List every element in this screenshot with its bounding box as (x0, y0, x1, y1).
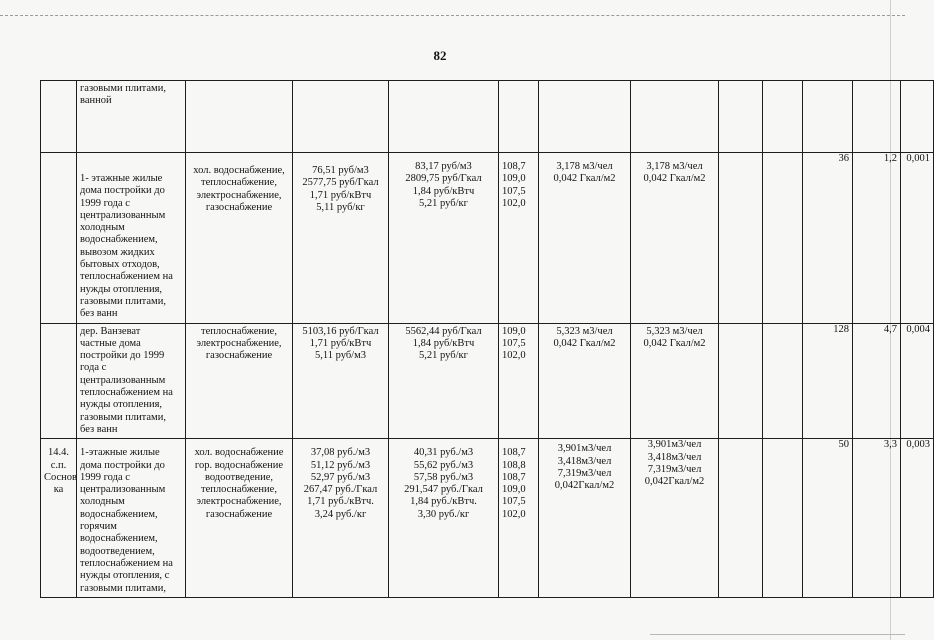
cell-number: 14.4. с.п. Соснов ка (41, 439, 77, 598)
cell-index: 109,0 107,5 102,0 (499, 323, 539, 439)
cell-col9 (719, 323, 763, 439)
cell-tariff-new: 40,31 руб./м3 55,62 руб./м3 57,58 руб./м3 291,547 руб./Гкал 1,84 руб./кВтч. 3,30 руб./кг (389, 439, 499, 598)
cell-tariff-current (293, 81, 389, 153)
scan-top-edge (0, 15, 905, 17)
cell-col9 (719, 81, 763, 153)
cell-description: дер. Ванзеват частные дома постройки до 1999 года с централизованным теплоснабжением на нужды отопления, газовыми плитами, без ванн (77, 323, 186, 439)
table-row (41, 81, 934, 153)
cell-norm-new: 3,901м3/чел 3,418м3/чел 7,319м3/чел 0,042Гкал/м2 (631, 439, 719, 598)
table-row (41, 153, 934, 324)
cell-tariff-new: 5562,44 руб/Гкал 1,84 руб/кВтч 5,21 руб/кг (389, 323, 499, 439)
cell-col10 (763, 81, 803, 153)
cell-tariff-current: 5103,16 руб/Гкал 1,71 руб/кВтч 5,11 руб/м3 (293, 323, 389, 439)
cell-index: 108,7 108,8 108,7 109,0 107,5 102,0 (499, 439, 539, 598)
cell-norm-current (539, 81, 631, 153)
cell-col12: 4,7 (853, 323, 901, 439)
cell-col10 (763, 153, 803, 324)
cell-col9 (719, 153, 763, 324)
cell-col12: 1,2 (853, 153, 901, 324)
cell-number (41, 81, 77, 153)
cell-tariff-current: 37,08 руб./м3 51,12 руб./м3 52,97 руб./м3 267,47 руб./Гкал 1,71 руб./кВтч. 3,24 руб./кг (293, 439, 389, 598)
cell-norm-new: 3,178 м3/чел 0,042 Гкал/м2 (631, 153, 719, 324)
cell-tariff-current: 76,51 руб/м3 2577,75 руб/Гкал 1,71 руб/кВтч 5,11 руб/кг (293, 153, 389, 324)
cell-index (499, 81, 539, 153)
cell-norm-current: 3,178 м3/чел 0,042 Гкал/м2 (539, 153, 631, 324)
tariff-table (40, 80, 934, 598)
cell-col11: 36 (803, 153, 853, 324)
cell-description: 1- этажные жилые дома постройки до 1999 года с централизованным холодным водоснабжением, вывозом жидких бытовых отходов, теплоснабжением на нужды отопления, газовыми плитами, без ванн (77, 153, 186, 324)
cell-description: 1-этажные жилые дома постройки до 1999 года с централизованным холодным водоснабжением, горячим водоснабжением, водоотведением, теплоснабжением на нужды отопления, с газовыми плитами, (77, 439, 186, 598)
cell-col11: 128 (803, 323, 853, 439)
cell-col12 (853, 81, 901, 153)
cell-number (41, 323, 77, 439)
cell-index: 108,7 109,0 107,5 102,0 (499, 153, 539, 324)
cell-col10 (763, 323, 803, 439)
page-number: 82 (433, 48, 447, 63)
cell-services: теплоснабжение, электроснабжение, газоснабжение (186, 323, 293, 439)
scan-bottom-edge (650, 634, 905, 636)
cell-norm-current: 3,901м3/чел 3,418м3/чел 7,319м3/чел 0,042Гкал/м2 (539, 439, 631, 598)
cell-col9 (719, 439, 763, 598)
cell-col12: 3,3 (853, 439, 901, 598)
cell-norm-new (631, 81, 719, 153)
cell-col13: 0,001 (901, 153, 934, 324)
cell-col13: 0,004 (901, 323, 934, 439)
cell-number (41, 153, 77, 324)
cell-col13 (901, 81, 934, 153)
cell-col10 (763, 439, 803, 598)
cell-norm-new: 5,323 м3/чел 0,042 Гкал/м2 (631, 323, 719, 439)
cell-col11 (803, 81, 853, 153)
cell-norm-current: 5,323 м3/чел 0,042 Гкал/м2 (539, 323, 631, 439)
cell-tariff-new (389, 81, 499, 153)
table-row (41, 439, 934, 598)
cell-col13: 0,003 (901, 439, 934, 598)
table-row (41, 323, 934, 439)
cell-tariff-new: 83,17 руб/м3 2809,75 руб/Гкал 1,84 руб/кВтч 5,21 руб/кг (389, 153, 499, 324)
cell-services: хол. водоснабжение гор. водоснабжение водоотведение, теплоснабжение, электроснабжение, газоснабжение (186, 439, 293, 598)
cell-services (186, 81, 293, 153)
cell-description: газовыми плитами, ванной (77, 81, 186, 153)
cell-col11: 50 (803, 439, 853, 598)
cell-services: хол. водоснабжение, теплоснабжение, электроснабжение, газоснабжение (186, 153, 293, 324)
